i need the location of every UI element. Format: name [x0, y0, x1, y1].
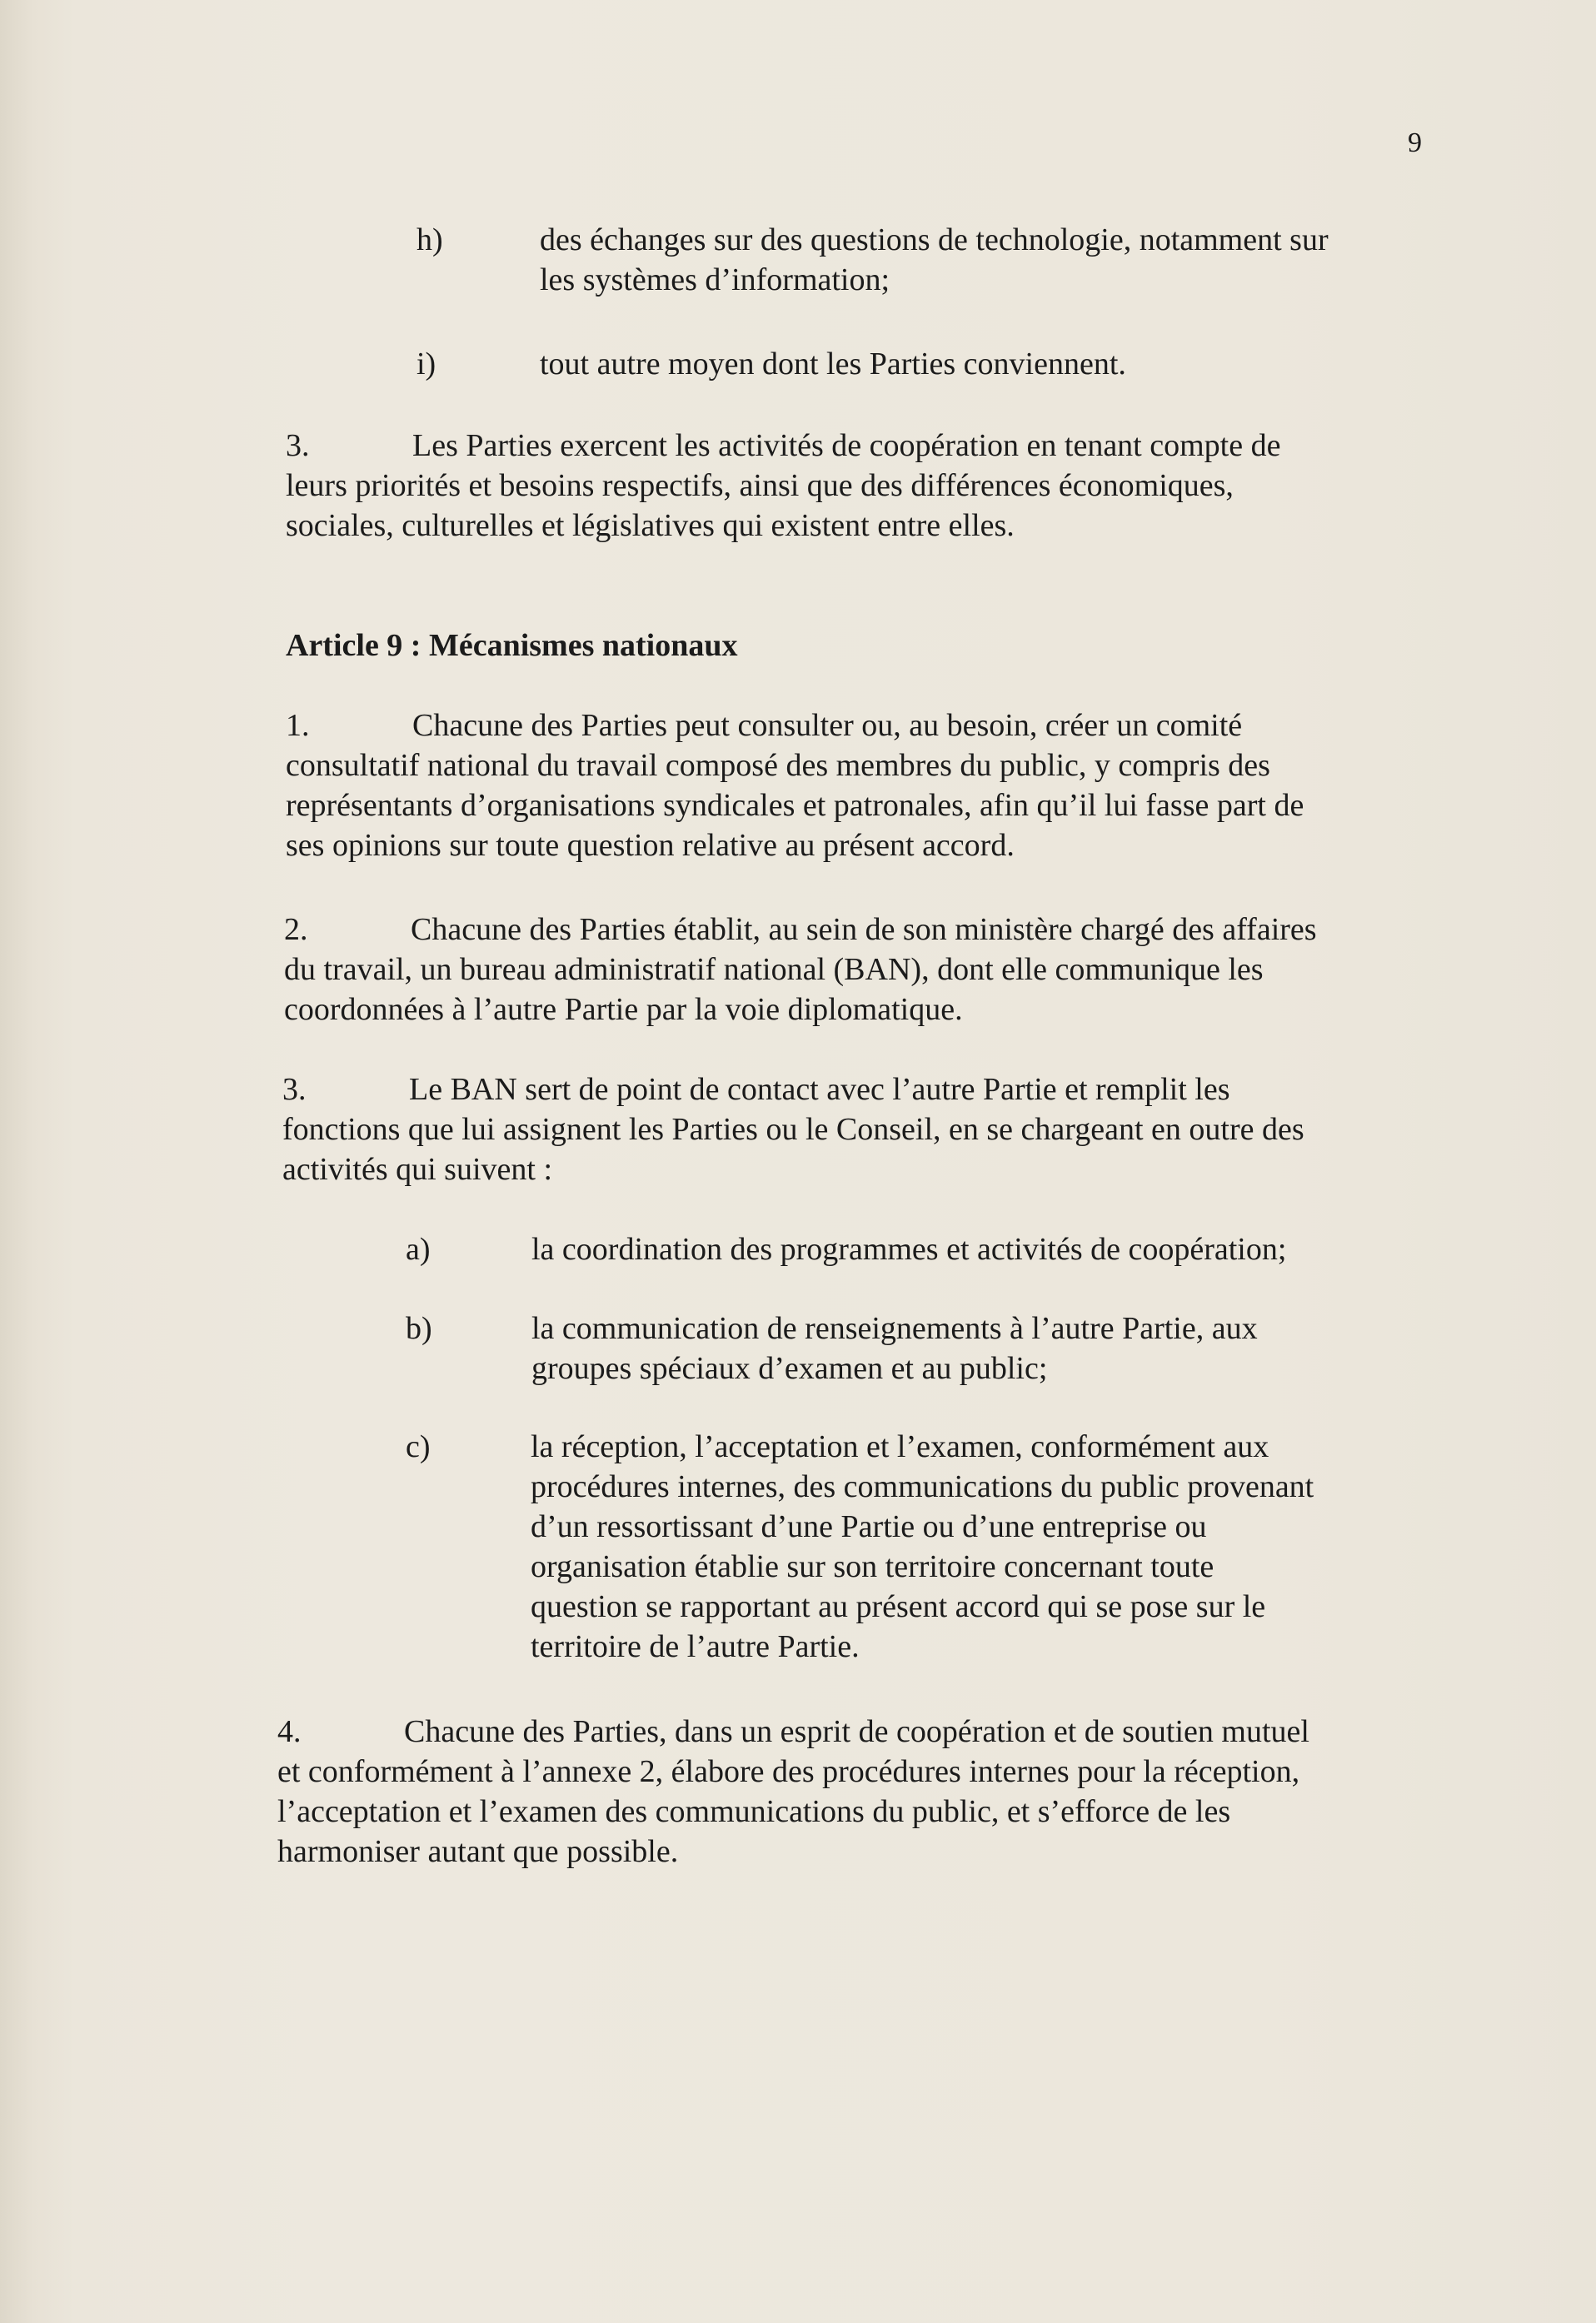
paragraph-number: 4.	[277, 1714, 302, 1749]
list-item-text-line: des échanges sur des questions de technologie, notamment sur	[540, 222, 1329, 257]
paragraph-text-line: Chacune des Parties établit, au sein de son ministère chargé des affaires	[411, 912, 1317, 947]
paragraph-number: 3.	[282, 1072, 307, 1107]
article-paragraph-2	[284, 910, 1450, 1029]
list-item-h	[0, 220, 1596, 303]
paragraph-text-line: l’acceptation et l’examen des communications du public, et s’efforce de les	[277, 1794, 1231, 1829]
list-item-text-line: la coordination des programmes et activités de coopération;	[531, 1232, 1287, 1267]
list-item-text-line: d’un ressortissant d’une Partie ou d’une entreprise ou	[531, 1509, 1207, 1544]
paragraph-text-line: Le BAN sert de point de contact avec l’autre Partie et remplit les	[409, 1072, 1230, 1107]
list-marker: i)	[416, 346, 436, 381]
list-item-text-line: organisation établie sur son territoire concernant toute	[531, 1549, 1214, 1584]
list-item-text-line: la réception, l’acceptation et l’examen, conformément aux	[531, 1429, 1269, 1464]
list-item-i	[0, 344, 1596, 386]
paragraph-number: 1.	[286, 708, 310, 743]
article-heading: Article 9 : Mécanismes nationaux	[286, 628, 738, 663]
paragraph-text-line: leurs priorités et besoins respectifs, ainsi que des différences économiques,	[286, 468, 1234, 503]
list-item-text-line: groupes spéciaux d’examen et au public;	[531, 1351, 1048, 1386]
article-paragraph-3	[282, 1069, 1449, 1189]
paragraph-text-line: coordonnées à l’autre Partie par la voie diplomatique.	[284, 992, 963, 1027]
list-item-b	[0, 1309, 1596, 1392]
paragraph-text-line: et conformément à l’annexe 2, élabore des procédures internes pour la réception,	[277, 1754, 1300, 1789]
paragraph-text-line: activités qui suivent :	[282, 1152, 553, 1187]
paragraph-text-line: Les Parties exercent les activités de coopération en tenant compte de	[412, 428, 1281, 463]
paragraph-text-line: consultatif national du travail composé des membres du public, y compris des	[286, 748, 1270, 783]
paragraph-text-line: harmoniser autant que possible.	[277, 1834, 679, 1869]
paragraph-number: 3.	[286, 428, 310, 463]
list-marker: h)	[416, 222, 443, 257]
list-marker: c)	[406, 1429, 431, 1464]
list-item-text-line: question se rapportant au présent accord qui se pose sur le	[531, 1589, 1266, 1624]
paragraph-3	[286, 426, 1452, 546]
paragraph-text-line: Chacune des Parties peut consulter ou, au besoin, créer un comité	[412, 708, 1243, 743]
list-item-text-line: territoire de l’autre Partie.	[531, 1629, 860, 1664]
list-item-c	[0, 1427, 1596, 1668]
paragraph-text-line: sociales, culturelles et législatives qui existent entre elles.	[286, 508, 1015, 543]
list-item-a	[0, 1229, 1596, 1271]
list-marker: a)	[406, 1232, 431, 1267]
list-item-text-line: la communication de renseignements à l’autre Partie, aux	[531, 1311, 1258, 1346]
paragraph-text-line: du travail, un bureau administratif national (BAN), dont elle communique les	[284, 952, 1264, 987]
list-item-text-line: les systèmes d’information;	[540, 262, 890, 297]
page-number: 9	[1408, 127, 1422, 158]
paragraph-text-line: Chacune des Parties, dans un esprit de coopération et de soutien mutuel	[404, 1714, 1309, 1749]
list-item-text-line: procédures internes, des communications du public provenant	[531, 1469, 1314, 1504]
article-paragraph-4	[277, 1712, 1460, 1872]
list-marker: b)	[406, 1311, 432, 1346]
paragraph-text-line: ses opinions sur toute question relative au présent accord.	[286, 828, 1015, 863]
paragraph-number: 2.	[284, 912, 308, 947]
paragraph-text-line: fonctions que lui assignent les Parties ou le Conseil, en se chargeant en outre des	[282, 1112, 1304, 1147]
paragraph-text-line: représentants d’organisations syndicales et patronales, afin qu’il lui fasse part de	[286, 788, 1304, 823]
list-item-text-line: tout autre moyen dont les Parties conviennent.	[540, 346, 1126, 381]
article-paragraph-1	[286, 705, 1452, 865]
